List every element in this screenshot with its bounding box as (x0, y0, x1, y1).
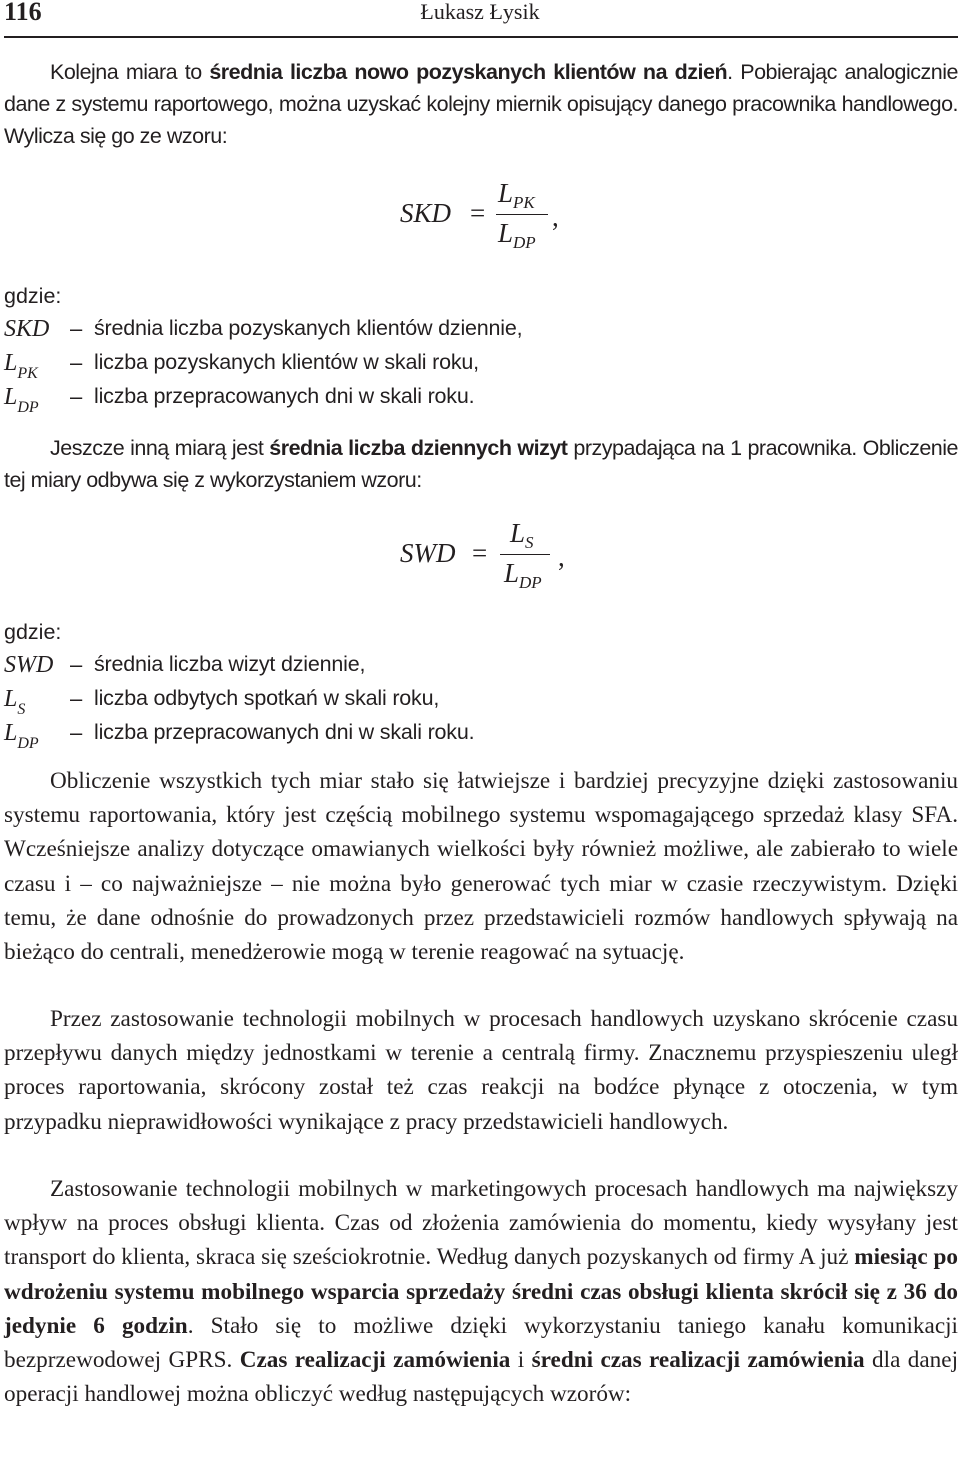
paragraph-visits (4, 432, 958, 496)
definition-symbol (4, 316, 49, 349)
symbol: L (498, 218, 514, 248)
definition-symbol (4, 652, 53, 685)
subscript: DP (513, 233, 536, 252)
fraction-bar (496, 214, 548, 215)
text: . Pobierając analogicznie dane z systemu raportowego, można uzyskać kolejny miernik opisujący danego pracownika handlowego. Wylicza się go ze wzoru: (4, 60, 958, 148)
fraction-bar (500, 554, 550, 555)
dash: – (70, 350, 83, 375)
formula-swd (400, 518, 600, 608)
running-head-author: Łukasz Łysik (420, 0, 540, 24)
formula-lhs: SKD (400, 198, 452, 228)
subscript: DP (17, 735, 39, 752)
paragraph-intro (4, 56, 958, 152)
text: Kolejna miara to (50, 60, 210, 84)
symbol: L (4, 720, 18, 746)
formula-denominator (504, 558, 542, 593)
formula-denominator (498, 218, 536, 253)
paragraph-customer-service (4, 1172, 958, 1411)
bold-term: średni czas realizacji zamówienia (531, 1347, 865, 1374)
formula-numerator (498, 178, 535, 213)
text: . Stało się to możliwe dzięki wykorzystaniu taniego kanału komunikacji bezprzewodowej GPRS. (4, 1312, 958, 1374)
dash: – (70, 384, 83, 409)
bold-term: średnia liczba nowo pozyskanych klientów na dzień (209, 60, 728, 84)
subscript: DP (519, 573, 542, 592)
definition-text: średnia liczba pozyskanych klientów dziennie, (94, 316, 523, 340)
formula-skd (400, 178, 600, 268)
subscript: PK (17, 365, 38, 382)
page-number: 116 (4, 0, 42, 26)
where-label: gdzie: (4, 620, 62, 644)
subscript: S (525, 533, 534, 552)
symbol: L (4, 384, 18, 410)
symbol: L (4, 686, 18, 712)
text: Zastosowanie technologii mobilnych w marketingowych procesach handlowych ma największy wpływ na proces obsługi klienta. Czas od złożenia zamówienia do momentu, kiedy wysyłany jest transport do klienta, skraca się sześciokrotnie. Według danych pozyskanych od firmy A już (4, 1176, 958, 1271)
text: i (510, 1347, 532, 1374)
bold-term: miesiąc po wdrożeniu systemu mobilnego wsparcia sprzedaży średni czas obsługi klienta skrócił się z 36 do jedynie 6 godzin (4, 1244, 959, 1339)
text: przypadająca na 1 pracownika. Obliczenie tej miary odbywa się z wykorzystaniem wzoru: (4, 436, 959, 492)
subscript: DP (17, 399, 39, 416)
definition-text: liczba pozyskanych klientów w skali roku, (94, 350, 479, 374)
dash: – (70, 720, 83, 745)
symbol: SWD (4, 652, 54, 678)
subscript: PK (513, 193, 535, 212)
symbol: SKD (4, 316, 50, 342)
definition-symbol (4, 384, 39, 417)
definition-text: średnia liczba wizyt dziennie, (94, 652, 366, 676)
definition-text: liczba odbytych spotkań w skali roku, (94, 686, 440, 710)
bold-term: średnia liczba dziennych wizyt (269, 436, 568, 460)
formula-comma: , (558, 542, 565, 572)
formula-numerator (510, 518, 534, 553)
formula-equals: = (470, 198, 486, 228)
running-header (0, 0, 960, 30)
definition-text: liczba przepracowanych dni w skali roku. (94, 720, 475, 744)
formula-comma: , (552, 202, 559, 232)
formula-lhs: SWD (400, 538, 456, 568)
dash: – (70, 316, 83, 341)
symbol: L (510, 518, 526, 548)
text: Jeszcze inną miarą jest (50, 436, 270, 460)
definition-symbol (4, 720, 39, 753)
definition-symbol (4, 686, 25, 719)
dash: – (70, 686, 83, 711)
symbol: L (498, 178, 514, 208)
where-label: gdzie: (4, 284, 62, 308)
text: dla danej operacji handlowej można obliczyć według następujących wzorów: (4, 1347, 959, 1408)
paragraph-mobile-technology: Przez zastosowanie technologii mobilnych w procesach handlowych uzyskano skrócenie czasu przepływu danych między jednostkami w terenie a centralą firmy. Znacznemu przyspieszeniu uległ proces raportowania, skrócony został też czas reakcji na bodźce płynące z otoczenia, w tym przypadku nieprawidłowości wynikające z pracy przedstawicieli handlowych. (4, 1006, 958, 1135)
definition-text: liczba przepracowanych dni w skali roku. (94, 384, 475, 408)
definition-symbol (4, 350, 38, 383)
formula-equals: = (472, 538, 488, 568)
paragraph-reporting: Obliczenie wszystkich tych miar stało się łatwiejsze i bardziej precyzyjne dzięki zastosowaniu systemu raportowania, który jest częścią mobilnego systemu wspomagającego sprzedaż klasy SFA. Wcześniejsze analizy dotyczące omawianych wielkości były również możliwe, ale zabierało to wiele czasu i – co najważniejsze – nie można było generować tych miar w czasie rzeczywistym. Dzięki temu, że dane odnośnie do prowadzonych przez przedstawicieli rozmów handlowych spływają na bieżąco do centrali, menedżerowie mogą w terenie reagować na sytuację. (4, 768, 958, 966)
dash: – (70, 652, 83, 677)
subscript: S (17, 701, 26, 718)
symbol: L (504, 558, 520, 588)
symbol: L (4, 350, 18, 376)
header-rule (4, 36, 958, 38)
bold-term: Czas realizacji zamówienia (239, 1347, 511, 1374)
